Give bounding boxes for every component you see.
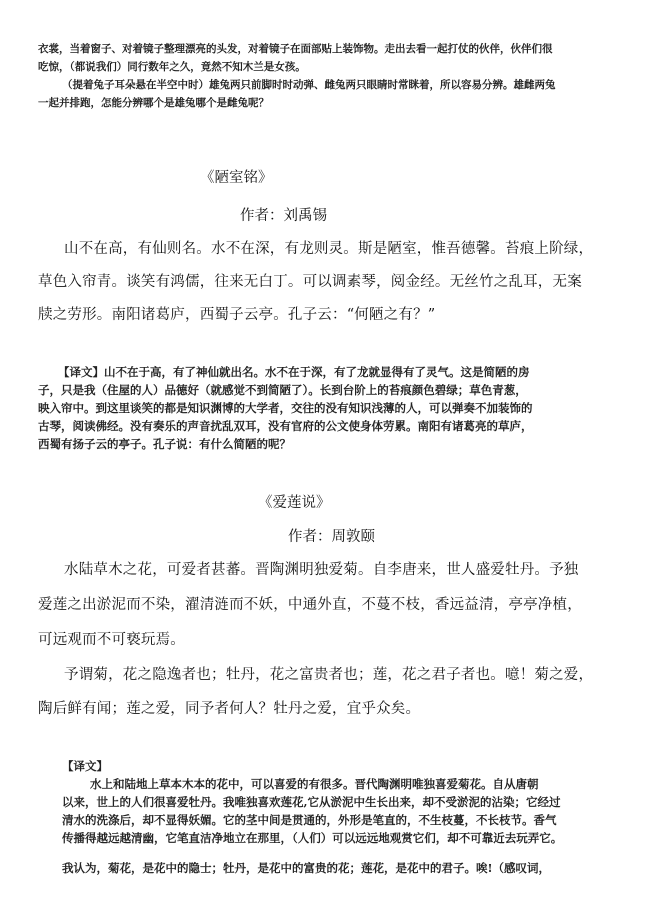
translation-line: 古琴，阅读佛经。没有奏乐的声音扰乱双耳，没有官府的公文使身体劳累。南阳有诸葛亮的草庐， — [38, 419, 533, 433]
poem-author: 作者：刘禹锡 — [240, 208, 327, 224]
intro-line: 一起并排跑，怎能分辨哪个是雄兔哪个是雌兔呢？ — [38, 97, 269, 109]
intro-line: 吃惊，（都说我们）同行数年之久，竟然不知木兰是女孩。 — [38, 61, 306, 73]
poem-text-line: 牍之劳形。南阳诸葛庐，西蜀子云亭。孔子云：“何陋之有？” — [38, 307, 436, 323]
poem-text-line: 爱莲之出淤泥而不染，濯清涟而不妖，中通外直，不蔓不枝，香远益清，亭亭净植， — [38, 597, 582, 613]
translation-line: 水上和陆地上草本木本的花中，可以喜爱的有很多。晋代陶渊明唯独喜爱菊花。自从唐朝 — [90, 777, 539, 791]
poem-text-line: 陶后鲜有闻；莲之爱，同予者何人？牡丹之爱，宜乎众矣。 — [38, 701, 421, 717]
poem-text-line: 草色入帘青。谈笑有鸿儒，往来无白丁。可以调素琴，阅金经。无丝竹之乱耳，无案 — [38, 274, 582, 290]
closing-line: 我认为，菊花，是花中的隐士；牡丹，是花中的富贵的花；莲花，是花中的君子。唉!（感叹词， — [62, 861, 551, 875]
intro-line: （提着兔子耳朵悬在半空中时）雄兔两只前脚时时动弹、雌兔两只眼睛时常眯着，所以容易分辨。雄雌两兔 — [62, 79, 556, 91]
poem-text-line: 予谓菊，花之隐逸者也；牡丹，花之富贵者也；莲，花之君子者也。噫！菊之爱， — [64, 667, 594, 683]
poem-text-line: 水陆草木之花，可爱者甚蕃。晋陶渊明独爱菊。自李唐来，世人盛爱牡丹。予独 — [64, 562, 579, 578]
poem-text-line: 可远观而不可亵玩焉。 — [38, 632, 185, 648]
translation-line: 映入帘中。到这里谈笑的都是知识渊博的大学者，交往的没有知识浅薄的人，可以弹奏不加装饰的 — [38, 401, 533, 415]
translation-label: 【译文】 — [62, 759, 108, 773]
poem-text-line: 山不在高，有仙则名。水不在深，有龙则灵。斯是陋室，惟吾德馨。苔痕上阶绿， — [64, 241, 594, 257]
translation-line: 【译文】山不在于高，有了神仙就出名。水不在于深，有了龙就显得有了灵气。这是简陋的房 — [58, 365, 530, 379]
translation-line: 传播得越远越清幽，它笔直洁净地立在那里，（人们）可以远远地观赏它们，却不可靠近去玩弄它。 — [62, 831, 563, 845]
translation-line: 西蜀有扬子云的亭子。孔子说：有什么简陋的呢？ — [38, 437, 291, 451]
poem-title: 《陋室铭》 — [200, 170, 273, 186]
translation-line: 以来，世上的人们很喜爱牡丹。我唯独喜欢莲花,它从淤泥中生长出来，却不受淤泥的沾染；它经过 — [62, 795, 561, 809]
translation-line: 子，只是我（住屋的人）品德好（就感觉不到简陋了）。长到台阶上的苔痕颜色碧绿；草色青葱， — [38, 383, 527, 397]
intro-line: 衣裳，当着窗子、对着镜子整理漂亮的头发，对着镜子在面部贴上装饰物。走出去看一起打仗的伙伴，伙伴们很 — [38, 43, 553, 55]
poem-title: 《爱莲说》 — [258, 495, 331, 511]
poem-author: 作者：周敦颐 — [288, 529, 375, 545]
translation-line: 清水的洗涤后，却不显得妖媚。它的茎中间是贯通的，外形是笔直的，不生枝蔓，不长枝节。香气 — [62, 813, 557, 827]
